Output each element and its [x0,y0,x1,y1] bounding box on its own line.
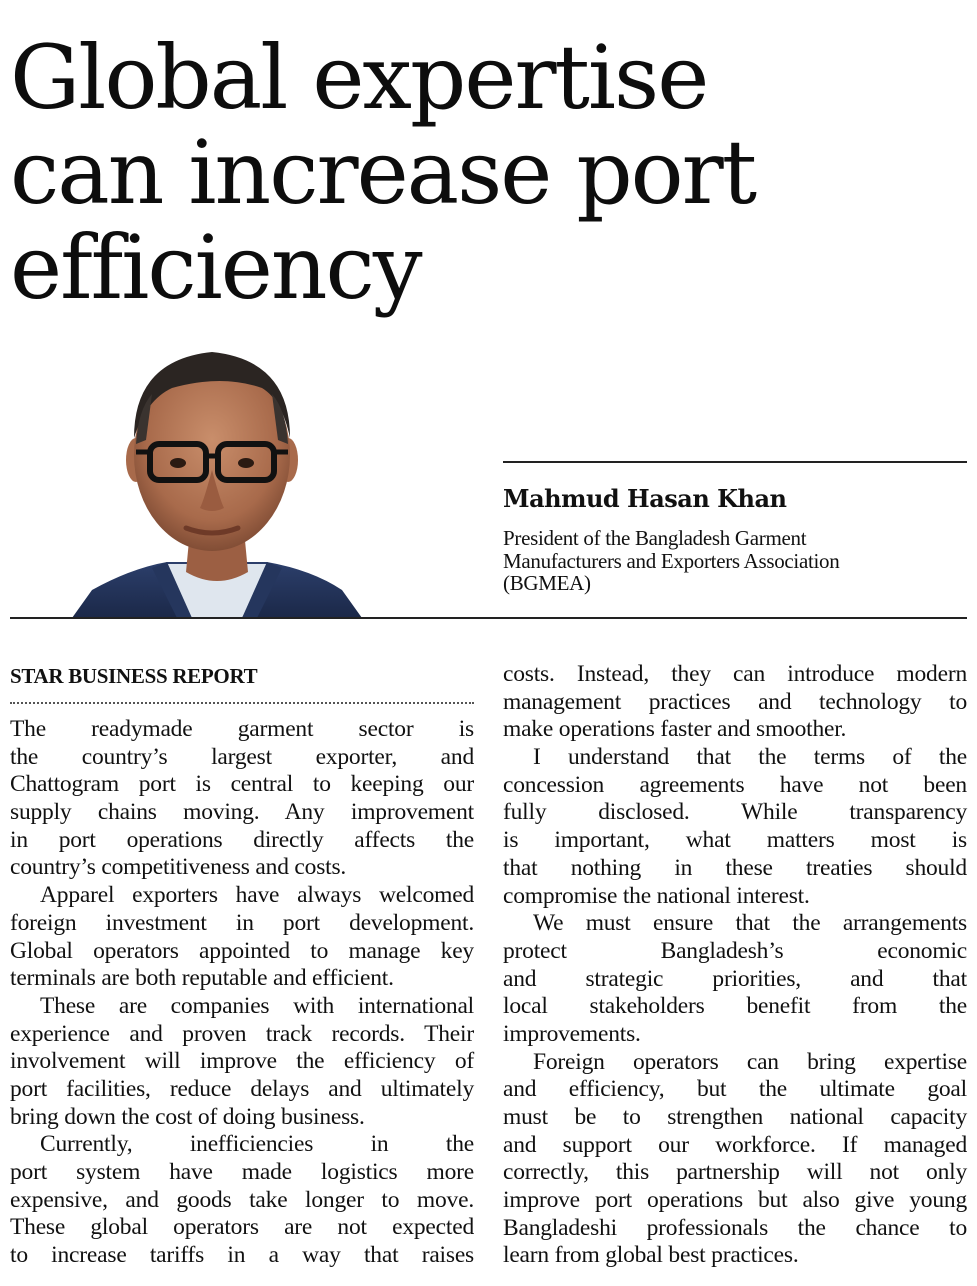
article-line: port facilities, reduce delays and ultimately [10,1075,474,1102]
article-line: correctly, this partnership will not only [503,1159,967,1186]
article-line: I understand that the terms of the [533,744,967,771]
author-role-line: President of the Bangladesh Garment [503,526,807,550]
article-line: Global operators appointed to manage key [10,937,474,964]
article-line: These global operators are not expected [10,1214,474,1241]
article-line: Currently, inefficiencies in the [40,1131,474,1158]
article-line: supply chains moving. Any improvement [10,799,474,826]
section-divider [10,617,967,619]
author-name: Mahmud Hasan Khan [503,484,787,513]
article-line: the country’s largest exporter, and [10,743,474,770]
kicker-dotted-rule [10,702,474,704]
byline-kicker: STAR BUSINESS REPORT [10,664,258,688]
article-line: concession agreements have not been [503,771,967,798]
article-line: improvements. [503,1020,641,1047]
article-line: Apparel exporters have always welcomed [40,882,474,909]
article-line: We must ensure that the arrangements [533,910,967,937]
article-line: compromise the national interest. [503,882,810,909]
headline-line: can increase port [10,121,756,224]
article-column-right [503,661,967,1270]
author-portrait [72,340,362,618]
article-line: fully disclosed. While transparency [503,799,967,826]
article-line: terminals are both reputable and efficient. [10,965,394,992]
article-line: expensive, and goods take longer to move. [10,1186,474,1213]
article-line: Bangladeshi professionals the chance to [503,1214,967,1241]
author-role [503,527,953,595]
headline-line: Global expertise [10,26,708,129]
headline-line: efficiency [10,216,421,319]
article-line: costs. Instead, they can introduce modern [503,661,967,687]
article-line: and support our workforce. If managed [503,1131,967,1158]
article-line: is important, what matters most is [503,827,967,854]
article-line: improve port operations but also give young [503,1187,967,1214]
article-line: must be to strengthen national capacity [503,1104,967,1130]
headline [10,26,910,319]
article-line: and efficiency, but the ultimate goal [503,1076,967,1103]
article-line: that nothing in these treaties should [503,854,967,881]
article-line: in port operations directly affects the [10,826,474,853]
author-role-line: (BGMEA) [503,571,591,595]
article-line: management practices and technology to [503,688,967,715]
article-line: These are companies with international [40,992,474,1019]
article-line: The readymade garment sector is [10,716,474,742]
article-line: bring down the cost of doing business. [10,1103,365,1130]
article-line: Chattogram port is central to keeping our [10,771,474,798]
author-photo-illustration [72,340,362,618]
article-line: local stakeholders benefit from the [503,993,967,1020]
article-line: protect Bangladesh’s economic [503,937,967,964]
article-line: experience and proven track records. Their [10,1020,474,1047]
article-column-left [10,716,474,1270]
article-line: port system have made logistics more [10,1159,474,1185]
article-line: involvement will improve the efficiency of [10,1048,474,1075]
article-line: learn from global best practices. [503,1242,799,1269]
article-line: make operations faster and smoother. [503,716,847,743]
article-line: foreign investment in port development. [10,909,474,936]
article-line: to increase tariffs in a way that raises [10,1242,474,1269]
article-line: and strategic priorities, and that [503,965,967,992]
author-role-line: Manufacturers and Exporters Association [503,548,840,573]
article-line: Foreign operators can bring expertise [533,1048,967,1075]
author-divider-top [503,461,967,463]
article-line: country’s competitiveness and costs. [10,854,347,881]
